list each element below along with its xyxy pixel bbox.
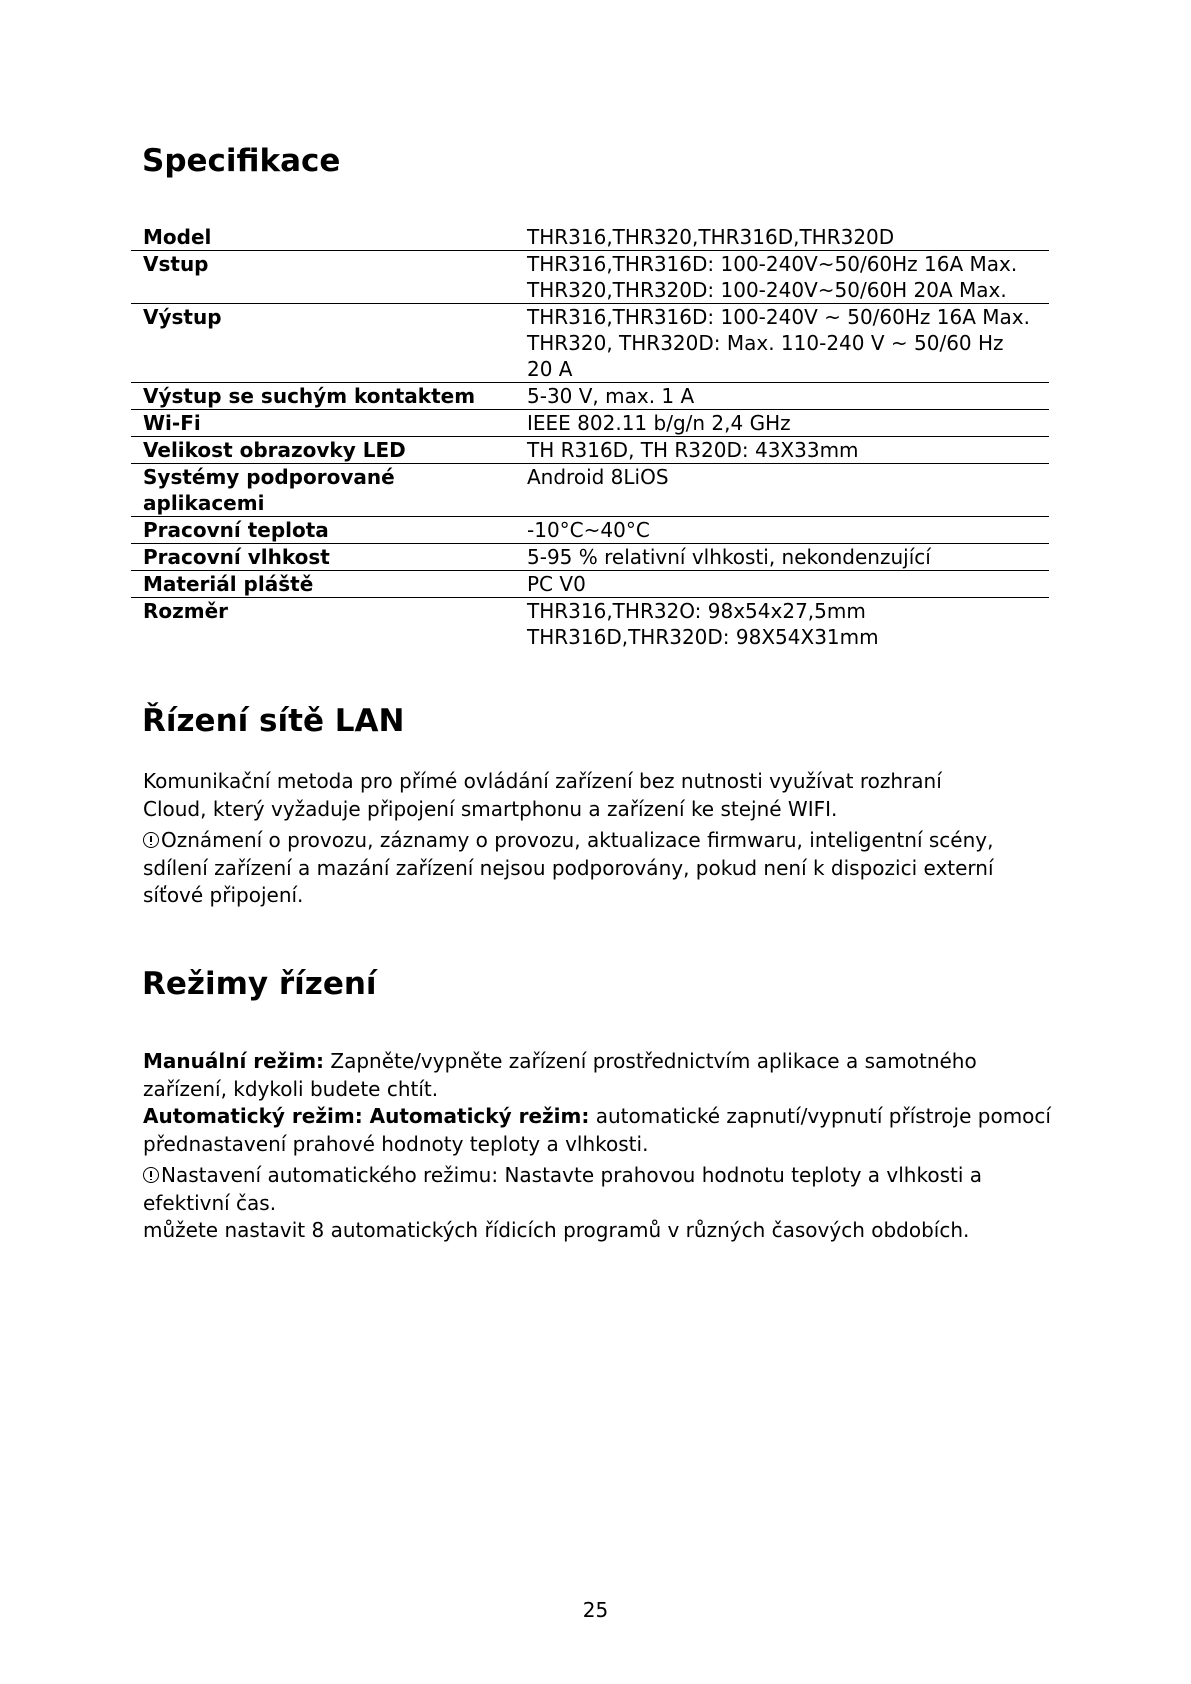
- lan-note: Oznámení o provozu, záznamy o provozu, aktualizace firmwaru, inteligentní scény, sdílení zařízení a mazání zařízení nejsou podporovány, pokud není k dispozici externí síťové připojení.: [143, 828, 994, 907]
- modes-description: [143, 1048, 1073, 1245]
- spec-label: Model: [143, 225, 212, 249]
- spec-value-line: 5-30 V, max. 1 A: [527, 384, 695, 408]
- spec-row: [131, 304, 1049, 383]
- spec-title: Specifikace: [142, 143, 341, 179]
- spec-row: [131, 437, 1049, 464]
- spec-value-line: Android 8LiOS: [527, 465, 669, 489]
- auto-mode-note: Nastavení automatického režimu: Nastavte prahovou hodnotu teploty a vlhkosti a efektivní čas. můžete nastavit 8 automatických řídicích programů v různých časových obdobích.: [143, 1163, 982, 1242]
- spec-value: [515, 437, 1049, 464]
- spec-row: [131, 598, 1049, 651]
- spec-label: Materiál pláště: [143, 572, 314, 596]
- lan-paragraph: Komunikační metoda pro přímé ovládání zařízení bez nutnosti využívat rozhraní Cloud, který vyžaduje připojení smartphonu a zařízení ke stejné WIFI.: [143, 769, 942, 821]
- spec-value-line: THR316D,THR320D: 98X54X31mm: [527, 625, 879, 649]
- spec-table: [131, 224, 1049, 650]
- spec-value: [515, 571, 1049, 598]
- spec-value: [515, 383, 1049, 410]
- spec-value-line: THR316,THR320,THR316D,THR320D: [527, 225, 895, 249]
- spec-label: Výstup se suchým kontaktem: [143, 384, 476, 408]
- spec-value: [515, 304, 1049, 383]
- spec-value: [515, 251, 1049, 304]
- spec-value-line: -10°C~40°C: [527, 518, 650, 542]
- spec-label: Pracovní teplota: [143, 518, 329, 542]
- lan-title: Řízení sítě LAN: [142, 703, 405, 739]
- spec-value-line: 5-95 % relativní vlhkosti, nekondenzující: [527, 545, 931, 569]
- spec-label: Rozměr: [143, 599, 229, 623]
- spec-value-line: PC V0: [527, 572, 586, 596]
- spec-value: [515, 544, 1049, 571]
- spec-row: [131, 571, 1049, 598]
- warning-circle-icon: [143, 1167, 159, 1183]
- spec-value-line: THR316,THR316D: 100-240V~50/60Hz 16A Max.: [527, 252, 1018, 276]
- spec-row: [131, 383, 1049, 410]
- spec-value-line: TH R316D, TH R320D: 43X33mm: [527, 438, 859, 462]
- spec-row: [131, 410, 1049, 437]
- spec-value: [515, 224, 1049, 251]
- warning-circle-icon: [143, 832, 159, 848]
- auto-mode-paragraph: Automatický režim: Automatický režim: automatické zapnutí/vypnutí přístroje pomocí přednastavení prahové hodnoty teploty a vlhkosti.: [143, 1104, 1051, 1156]
- spec-value: [515, 410, 1049, 437]
- spec-label: Wi-Fi: [143, 411, 201, 435]
- spec-row: [131, 224, 1049, 251]
- modes-title: Režimy řízení: [142, 966, 377, 1002]
- spec-label: Systémy podporované aplikacemi: [143, 465, 395, 515]
- spec-value-line: THR320, THR320D: Max. 110-240 V ~ 50/60 Hz: [527, 331, 1004, 355]
- spec-row: [131, 251, 1049, 304]
- spec-value-line: THR316,THR32O: 98x54x27,5mm: [527, 599, 866, 623]
- spec-row: [131, 544, 1049, 571]
- lan-description: [143, 768, 1073, 910]
- spec-label: Velikost obrazovky LED: [143, 438, 406, 462]
- spec-value-line: THR320,THR320D: 100-240V~50/60H 20A Max.: [527, 278, 1007, 302]
- spec-value-line: IEEE 802.11 b/g/n 2,4 GHz: [527, 411, 791, 435]
- spec-value-line: 20 A: [527, 357, 573, 381]
- spec-row: [131, 464, 1049, 517]
- spec-row: [131, 517, 1049, 544]
- spec-value: [515, 464, 1049, 517]
- spec-value-line: THR316,THR316D: 100-240V ~ 50/60Hz 16A Max.: [527, 305, 1030, 329]
- spec-label: Vstup: [143, 252, 209, 276]
- spec-value: [515, 517, 1049, 544]
- spec-value: [515, 598, 1049, 651]
- page-number: 25: [582, 1598, 609, 1622]
- manual-mode-paragraph: Manuální režim: Zapněte/vypněte zařízení prostřednictvím aplikace a samotného zařízení, kdykoli budete chtít.: [143, 1049, 977, 1101]
- spec-label: Pracovní vlhkost: [143, 545, 330, 569]
- spec-label: Výstup: [143, 305, 222, 329]
